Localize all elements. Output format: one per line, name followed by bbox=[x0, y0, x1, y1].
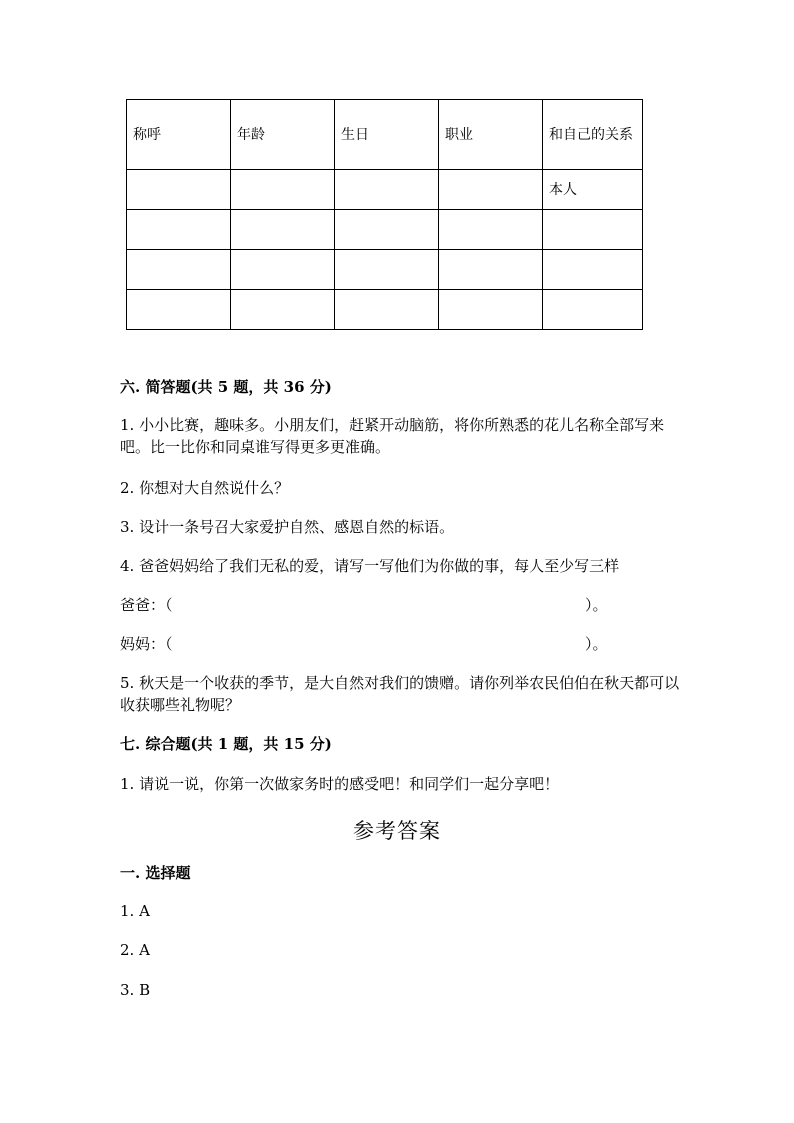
table-header-row bbox=[127, 100, 643, 170]
table-cell[interactable] bbox=[127, 250, 231, 290]
table-cell[interactable] bbox=[335, 170, 439, 210]
question-7-1: 1. 请说一说，你第一次做家务时的感受吧！和同学们一起分享吧！ bbox=[120, 775, 560, 793]
mom-answer-close: ）。 bbox=[585, 635, 608, 653]
table-cell[interactable] bbox=[231, 210, 335, 250]
question-6-2: 2. 你想对大自然说什么？ bbox=[120, 479, 290, 497]
table-row bbox=[127, 250, 643, 290]
table-header-cell: 和自己的关系 bbox=[543, 100, 643, 170]
family-info-table bbox=[126, 99, 643, 330]
table-cell[interactable] bbox=[439, 210, 543, 250]
table-header-cell: 职业 bbox=[439, 100, 543, 170]
dad-answer-label: 爸爸：（ bbox=[120, 596, 173, 614]
table-cell[interactable] bbox=[439, 290, 543, 330]
table-header-cell: 生日 bbox=[335, 100, 439, 170]
table-cell[interactable] bbox=[439, 250, 543, 290]
answer-item: 1. A bbox=[120, 902, 150, 920]
table-cell[interactable] bbox=[231, 170, 335, 210]
answer-item: 2. A bbox=[120, 941, 150, 959]
table-cell[interactable] bbox=[335, 290, 439, 330]
table-cell[interactable] bbox=[543, 210, 643, 250]
table-cell[interactable] bbox=[335, 210, 439, 250]
mom-answer-label: 妈妈：（ bbox=[120, 635, 173, 653]
table-cell[interactable] bbox=[127, 170, 231, 210]
table-cell[interactable] bbox=[543, 250, 643, 290]
table-cell[interactable] bbox=[127, 290, 231, 330]
table-cell[interactable] bbox=[543, 290, 643, 330]
answer-key-title: 参考答案 bbox=[353, 819, 441, 843]
table-cell[interactable] bbox=[127, 210, 231, 250]
section-7-title: 七. 综合题(共 1 题，共 15 分) bbox=[120, 735, 332, 753]
table-header-cell: 年龄 bbox=[231, 100, 335, 170]
table-cell[interactable] bbox=[231, 250, 335, 290]
section-6-title: 六. 简答题(共 5 题，共 36 分) bbox=[120, 378, 332, 396]
question-6-3: 3. 设计一条号召大家爱护自然、感恩自然的标语。 bbox=[120, 518, 455, 536]
answer-section-1-title: 一. 选择题 bbox=[120, 864, 191, 882]
table-cell[interactable] bbox=[335, 250, 439, 290]
table-row bbox=[127, 290, 643, 330]
table-header-cell: 称呼 bbox=[127, 100, 231, 170]
table-cell[interactable] bbox=[439, 170, 543, 210]
table-row bbox=[127, 210, 643, 250]
question-6-5: 5. 秋天是一个收获的季节，是大自然对我们的馈赠。请你列举农民伯伯在秋天都可以收获哪些礼物呢？ bbox=[120, 674, 680, 714]
table-cell: 本人 bbox=[543, 170, 643, 210]
question-6-4: 4. 爸爸妈妈给了我们无私的爱，请写一写他们为你做的事，每人至少写三样 bbox=[120, 557, 620, 575]
question-6-1: 1. 小小比赛，趣味多。小朋友们，赶紧开动脑筋，将你所熟悉的花儿名称全部写来吧。比一比你和同桌谁写得更多更准确。 bbox=[120, 416, 665, 456]
table-row bbox=[127, 170, 643, 210]
table-cell[interactable] bbox=[231, 290, 335, 330]
answer-item: 3. B bbox=[120, 981, 151, 999]
dad-answer-close: ）。 bbox=[585, 596, 608, 614]
